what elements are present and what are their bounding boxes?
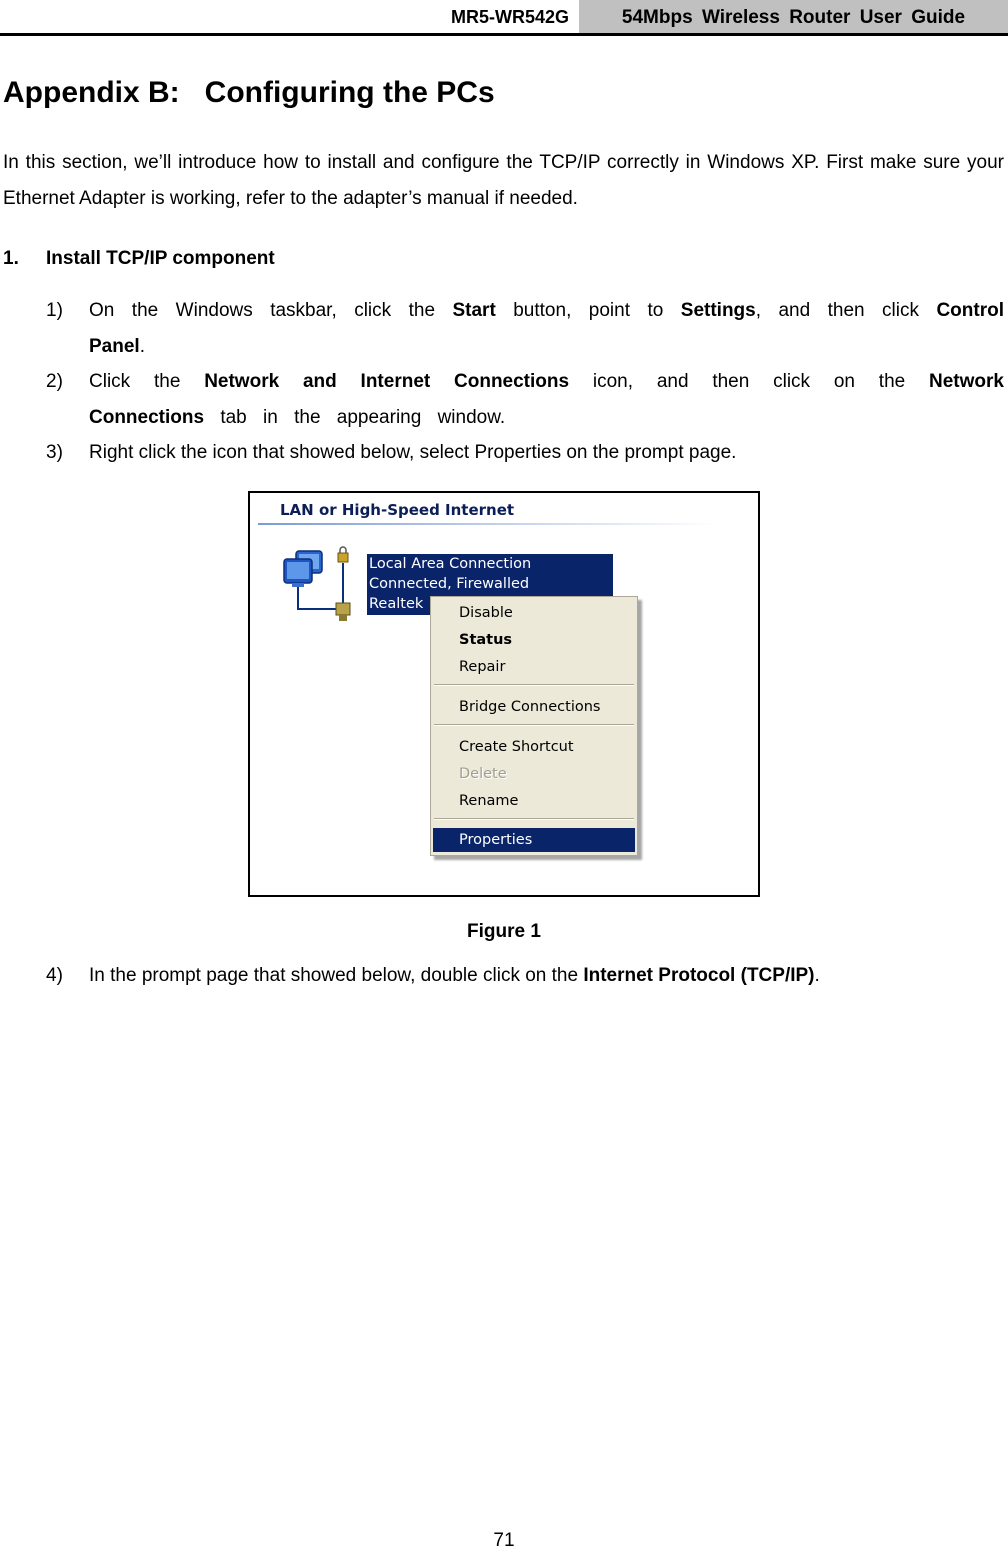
- section-number: 1.: [3, 248, 19, 269]
- header-rule: [0, 33, 1008, 36]
- step-text-run: , and then click: [755, 300, 937, 321]
- menu-item-bridge-connections[interactable]: Bridge Connections: [459, 699, 601, 715]
- figure-caption: Figure 1: [467, 921, 541, 942]
- step-3: [46, 435, 1004, 471]
- menu-separator: [434, 684, 634, 686]
- step-bold-network-internet: Network and Internet Connections: [204, 371, 570, 392]
- step-text-run: On the Windows taskbar, click the: [89, 300, 453, 321]
- step-2: [46, 364, 1004, 436]
- step-text: [89, 364, 1004, 436]
- menu-item-rename[interactable]: Rename: [459, 793, 519, 809]
- menu-item-properties[interactable]: Properties: [433, 828, 635, 852]
- section-heading: [3, 244, 275, 274]
- step-text-run: .: [814, 965, 820, 986]
- step-text-run: tab in the appearing window.: [204, 407, 506, 428]
- step-text-run: In the prompt page that showed below, double click on the: [89, 965, 584, 986]
- step-bold-start: Start: [452, 300, 496, 321]
- header-model: MR5-WR542G: [450, 7, 569, 27]
- header-guide-title: 54Mbps Wireless Router User Guide: [579, 0, 1008, 34]
- figure-screenshot: [248, 491, 760, 897]
- step-1: [46, 293, 1004, 365]
- step-text: [89, 958, 1004, 994]
- menu-item-status[interactable]: Status: [459, 632, 513, 648]
- menu-separator: [434, 818, 634, 820]
- step-number: 1): [46, 300, 63, 321]
- step-number: 2): [46, 371, 63, 392]
- context-menu: [430, 596, 638, 856]
- page-number: 71: [493, 1530, 515, 1551]
- step-bold-settings: Settings: [680, 300, 756, 321]
- connection-device: Realtek: [369, 596, 424, 612]
- step-bold-control-panel: Control Panel: [89, 300, 1004, 357]
- menu-separator: [434, 724, 634, 726]
- step-number: 4): [46, 965, 63, 986]
- appendix-title: Appendix B: Configuring the PCs: [3, 76, 495, 109]
- step-text-run: Click the: [89, 371, 205, 392]
- group-heading-rule: [258, 523, 718, 525]
- step-bold-tcpip: Internet Protocol (TCP/IP): [583, 965, 815, 986]
- step-text: [89, 293, 1004, 365]
- step-text-run: .: [139, 336, 145, 357]
- step-number: 3): [46, 442, 63, 463]
- intro-paragraph: In this section, we’ll introduce how to install and configure the TCP/IP correctly in Windows XP. First make sure your Ethernet Adapter is working, refer to the adapter’s manual if needed.: [3, 152, 1004, 209]
- connection-status: Connected, Firewalled: [369, 576, 530, 592]
- menu-item-create-shortcut[interactable]: Create Shortcut: [459, 739, 574, 755]
- step-text-run: Right click the icon that showed below, select Properties on the prompt page.: [89, 442, 737, 463]
- step-text: [89, 435, 1004, 471]
- connection-name: Local Area Connection: [369, 556, 532, 572]
- menu-item-disable[interactable]: Disable: [459, 605, 513, 621]
- step-text-run: icon, and then click on the: [569, 371, 930, 392]
- group-heading: LAN or High-Speed Internet: [280, 501, 515, 519]
- section-title: Install TCP/IP component: [46, 248, 275, 269]
- step-text-run: button, point to: [495, 300, 681, 321]
- step-bold-network-connections: Network Connections: [89, 371, 1004, 428]
- step-4: [46, 958, 1004, 994]
- menu-item-repair[interactable]: Repair: [459, 659, 506, 675]
- network-connection-icon[interactable]: [278, 545, 370, 627]
- menu-item-delete: Delete: [459, 766, 507, 782]
